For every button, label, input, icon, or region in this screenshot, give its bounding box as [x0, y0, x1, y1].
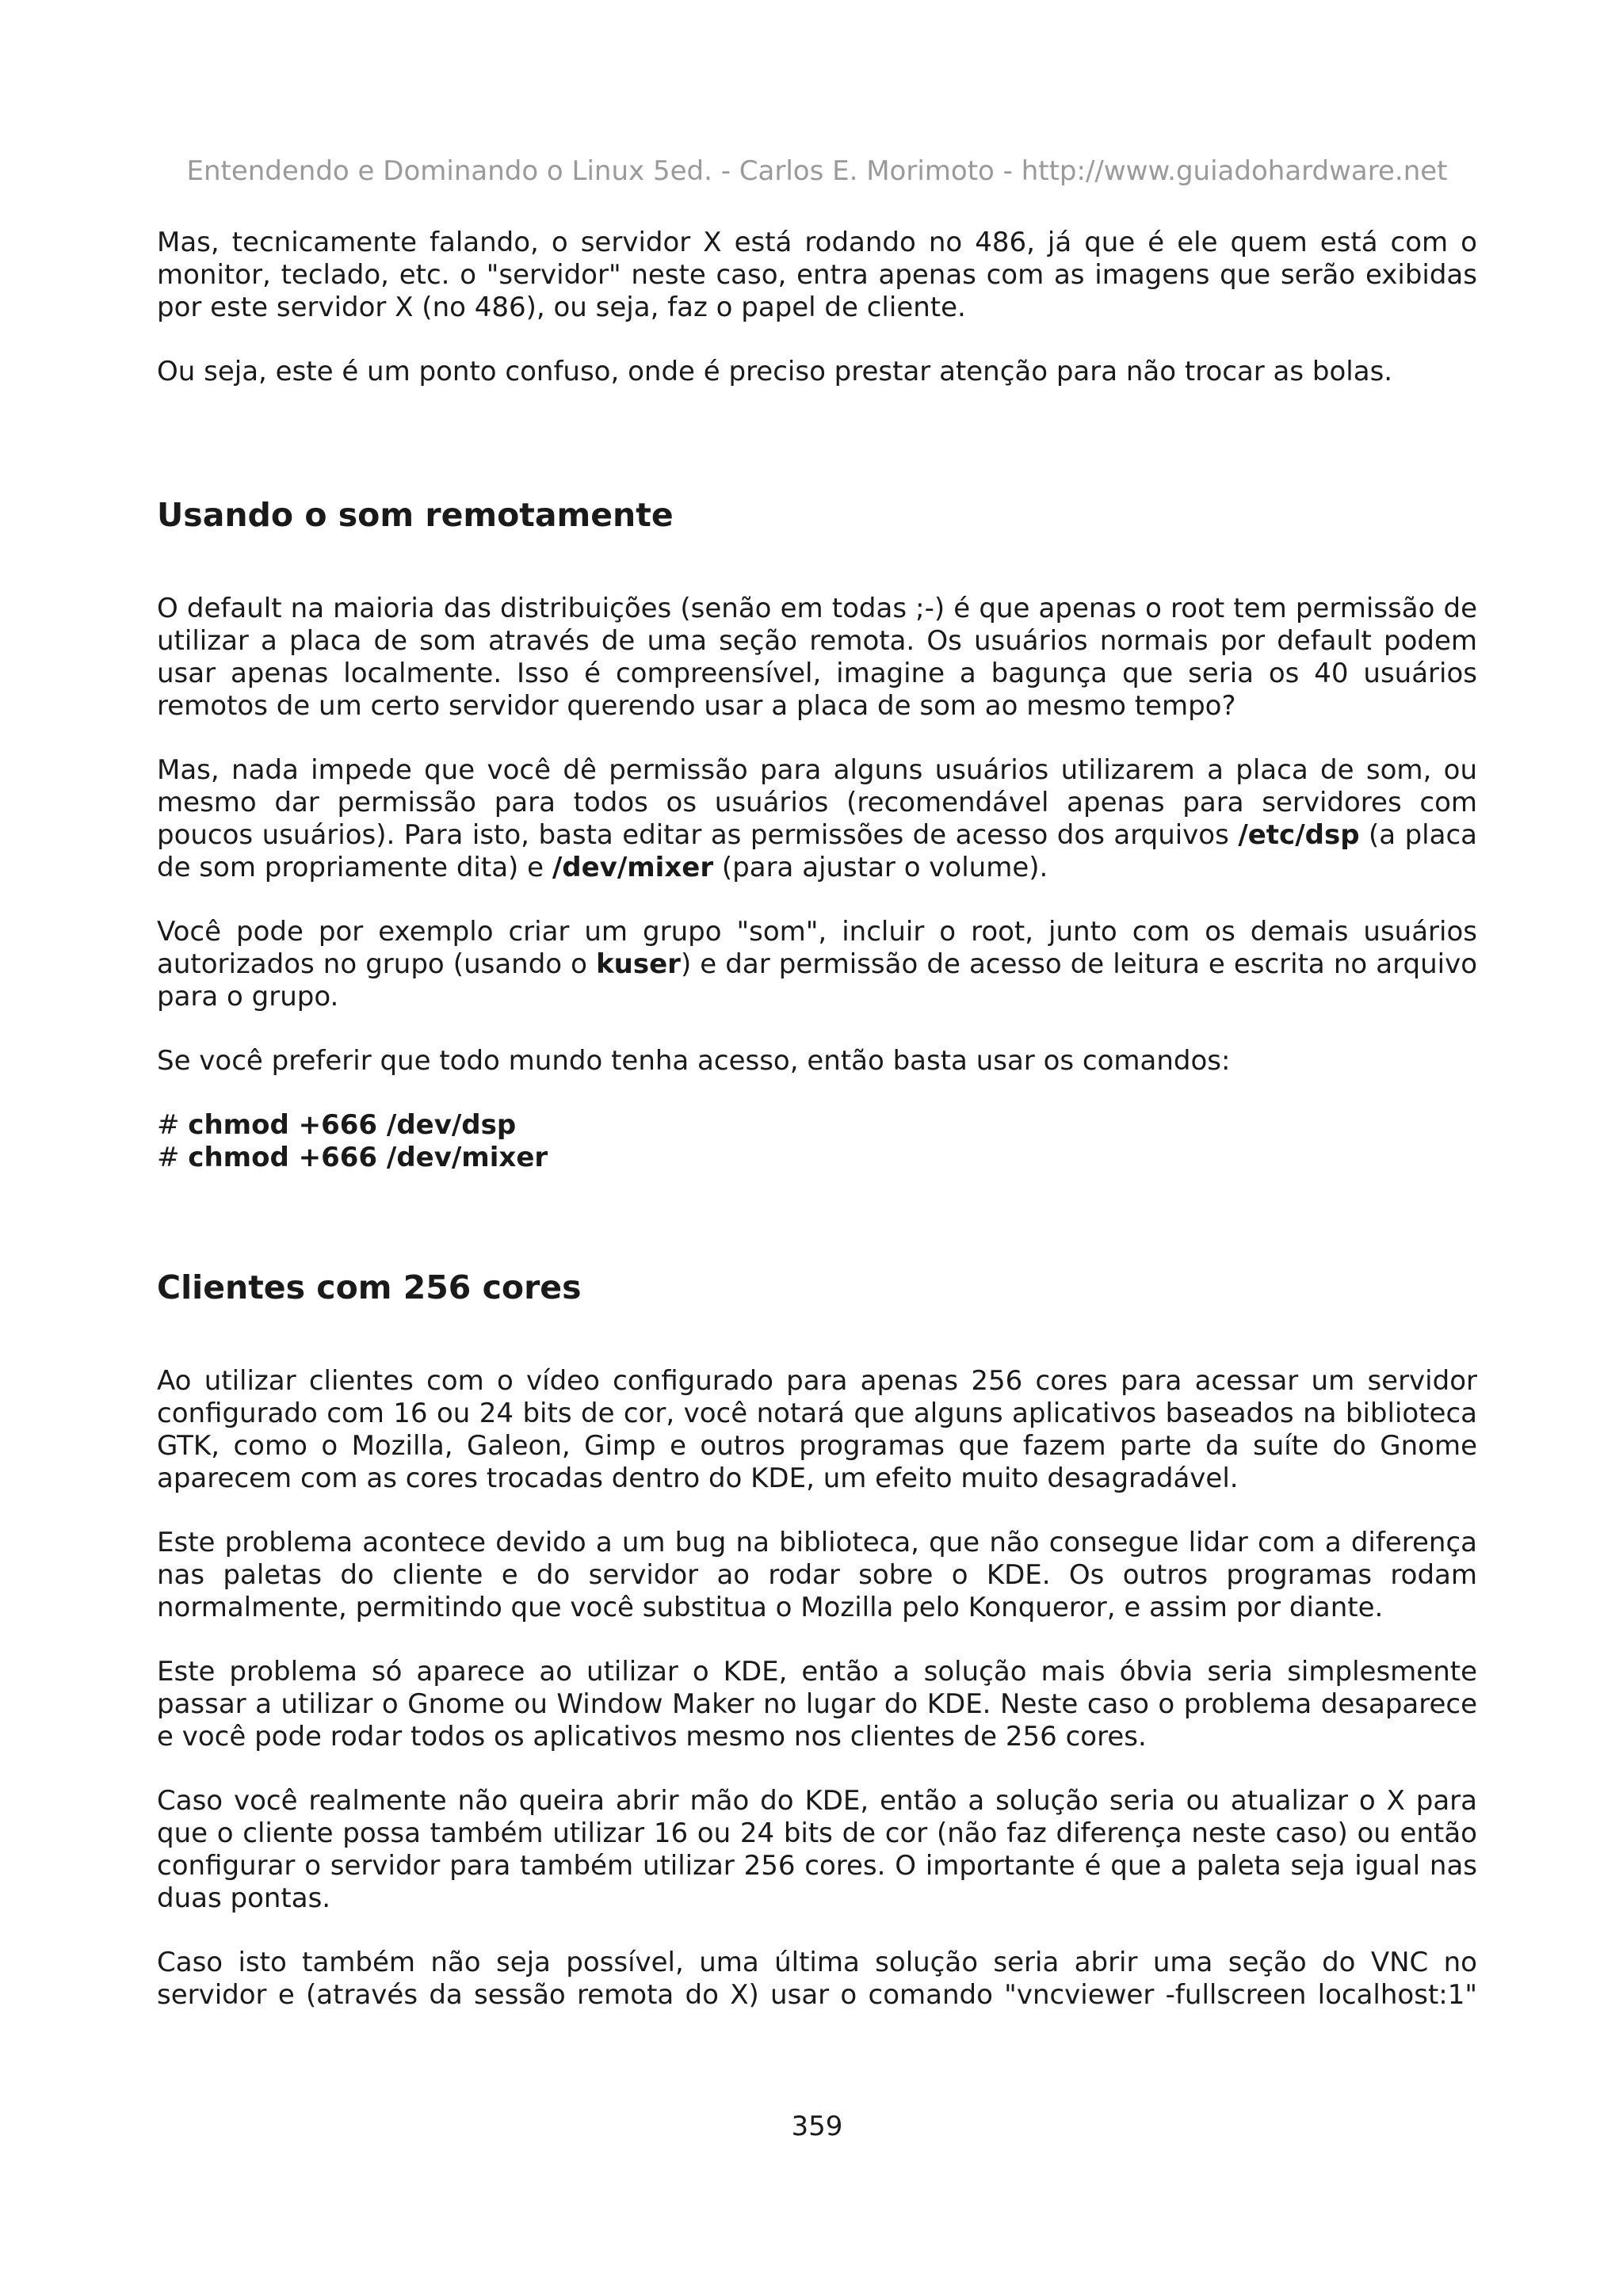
sound-paragraph-1: O default na maioria das distribuições (senão em todas ;-) é que apenas o root tem permissão de utilizar a placa de som através de uma seção remota. Os usuários normais por default podem usar apenas localmente. Isso é compreensível, imagine a bagunça que seria os 40 usuários remotos de um certo servidor querendo usar a placa de som ao mesmo tempo? — [157, 593, 1477, 722]
command-prompt: # — [157, 1109, 189, 1141]
sound-paragraph-4: Se você preferir que todo mundo tenha acesso, então basta usar os comandos: — [157, 1045, 1231, 1077]
sound-p2-text-c: (para ajustar o volume). — [713, 852, 1048, 883]
sound-p3-text-a: Você pode por exemplo criar um grupo "som", incluir o root, junto com os demais usuários autorizados no grupo (usando o — [157, 916, 1477, 980]
kuser-keyword: kuser — [596, 948, 681, 980]
sound-paragraph-2 — [157, 754, 1477, 884]
sound-p2-text-a: Mas, nada impede que você dê permissão para alguns usuários utilizarem a placa de som, ou mesmo dar permissão para todos os usuários (recomendável apenas para servidores com poucos usuários). Para isto, basta editar as permissões de acesso dos arquivos — [157, 754, 1477, 851]
running-header: Entendendo e Dominando o Linux 5ed. - Carlos E. Morimoto - http://www.guiadohardware.net — [186, 155, 1448, 187]
path-etc-dsp: /etc/dsp — [1238, 819, 1360, 851]
command-text: chmod +666 /dev/mixer — [188, 1142, 548, 1173]
page-content — [157, 227, 1477, 2043]
colors-paragraph-2: Este problema acontece devido a um bug na biblioteca, que não consegue lidar com a diferença nas paletas do cliente e do servidor ao rodar sobre o KDE. Os outros programas rodam normalmente, permitindo que você substitua o Mozilla pelo Konqueror, e assim por diante. — [157, 1527, 1477, 1623]
command-text: chmod +666 /dev/dsp — [188, 1109, 517, 1141]
sound-paragraph-3 — [157, 916, 1477, 1013]
command-prompt: # — [157, 1142, 189, 1173]
page-number: 359 — [791, 2111, 843, 2142]
command-line — [157, 1109, 1477, 1142]
command-line — [157, 1142, 1477, 1174]
intro-paragraph-2: Ou seja, este é um ponto confuso, onde é preciso prestar atenção para não trocar as bolas. — [157, 356, 1393, 387]
sound-p3-text-b: ) e dar permissão de acesso de leitura e escrita no arquivo para o grupo. — [157, 948, 1477, 1013]
path-dev-mixer: /dev/mixer — [552, 852, 714, 883]
command-block — [157, 1109, 1477, 1174]
sound-p2-text-b: (a placa de som propriamente dita) e — [157, 819, 1477, 883]
intro-paragraph-1: Mas, tecnicamente falando, o servidor X está rodando no 486, já que é ele quem está com o monitor, teclado, etc. o "servidor" neste caso, entra apenas com as imagens que serão exibidas por este servidor X (no 486), ou seja, faz o papel de cliente. — [157, 227, 1477, 323]
colors-paragraph-1: Ao utilizar clientes com o vídeo configurado para apenas 256 cores para acessar um servidor configurado com 16 ou 24 bits de cor, você notará que alguns aplicativos baseados na biblioteca GTK, como o Mozilla, Galeon, Gimp e outros programas que fazem parte da suíte do Gnome aparecem com as cores trocadas dentro do KDE, um efeito muito desagradável. — [157, 1365, 1477, 1494]
section-title-colors: Clientes com 256 cores — [157, 1268, 582, 1306]
colors-paragraph-5: Caso isto também não seja possível, uma última solução seria abrir uma seção do VNC no servidor e (através da sessão remota do X) usar o comando "vncviewer -fullscreen localhost:1" — [157, 1947, 1477, 2011]
section-title-sound: Usando o som remotamente — [157, 496, 674, 534]
colors-paragraph-3: Este problema só aparece ao utilizar o KDE, então a solução mais óbvia seria simplesmente passar a utilizar o Gnome ou Window Maker no lugar do KDE. Neste caso o problema desaparece e você pode rodar todos os aplicativos mesmo nos clientes de 256 cores. — [157, 1656, 1477, 1753]
colors-paragraph-4: Caso você realmente não queira abrir mão do KDE, então a solução seria ou atualizar o X para que o cliente possa também utilizar 16 ou 24 bits de cor (não faz diferença neste caso) ou então configurar o servidor para também utilizar 256 cores. O importante é que a paleta seja igual nas duas pontas. — [157, 1785, 1477, 1914]
